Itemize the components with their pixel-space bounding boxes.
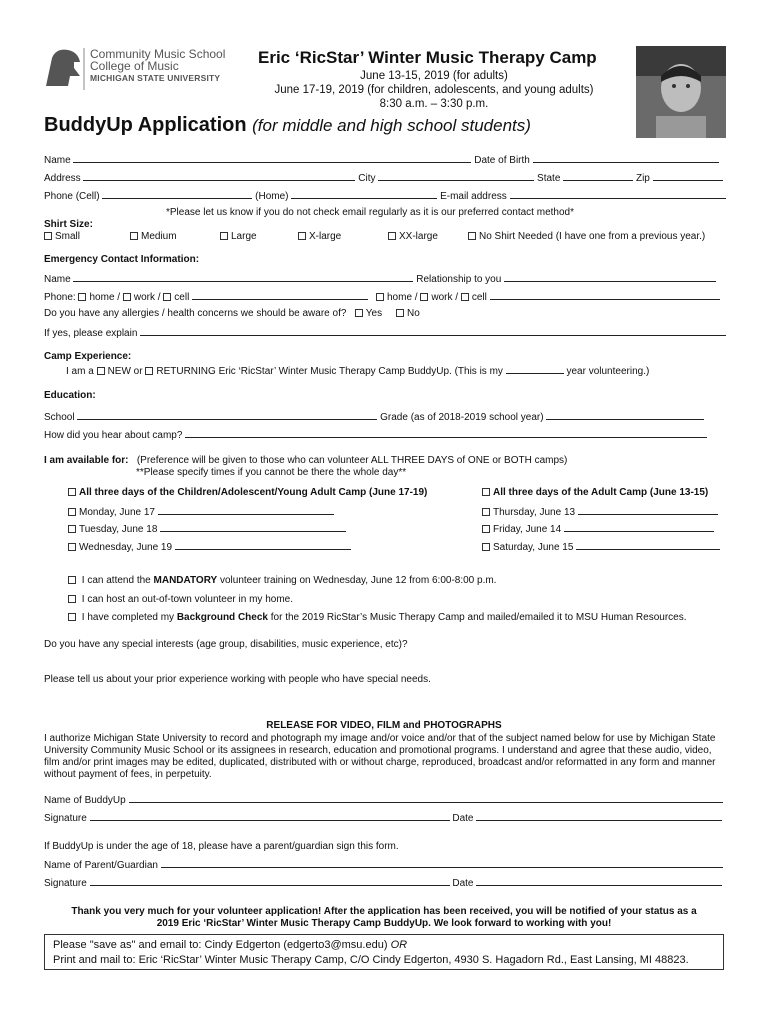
availability-pref2: **Please specify times if you cannot be there the whole day** <box>136 467 407 478</box>
phone-home-field[interactable] <box>291 189 437 199</box>
heard-field[interactable] <box>185 428 707 438</box>
logo-line1: Community Music School <box>90 47 226 61</box>
shirt-xxlarge[interactable] <box>388 231 438 242</box>
submit-or: OR <box>390 939 408 951</box>
city-field[interactable] <box>378 171 534 181</box>
thanks-line2: 2019 Eric ‘RicStar’ Winter Music Therapy Camp BuddyUp. We look forward to working with you! <box>156 918 612 929</box>
checkbox[interactable] <box>420 293 428 301</box>
release-title: RELEASE FOR VIDEO, FILM and PHOTOGRAPHS <box>266 720 502 731</box>
education-label: Education: <box>44 390 96 401</box>
checkbox[interactable] <box>396 309 404 317</box>
camp-experience-label: Camp Experience: <box>44 351 132 362</box>
training-c: volunteer training on Wednesday, June 12 from 6:00-8:00 p.m. <box>220 575 497 586</box>
year-count-field[interactable] <box>506 364 564 374</box>
checkbox[interactable] <box>482 488 490 496</box>
guardian-date-label: Date <box>452 878 474 889</box>
bg-a: I have completed my <box>81 612 175 623</box>
name-field[interactable] <box>73 153 471 163</box>
tuesday-field[interactable] <box>160 522 346 532</box>
host-confirm[interactable] <box>68 594 293 605</box>
signature-row <box>44 811 722 824</box>
shirt-large-label: Large <box>231 231 257 242</box>
explain-field[interactable] <box>140 326 726 336</box>
city-label: City <box>358 173 376 184</box>
adult-all-label: All three days of the Adult Camp (June 13-15) <box>493 487 709 498</box>
school-row <box>44 410 704 423</box>
checkbox[interactable] <box>482 543 490 551</box>
checkbox[interactable] <box>123 293 131 301</box>
tuesday-label: Tuesday, June 18 <box>79 524 158 535</box>
shirt-label: Shirt Size: <box>44 219 93 230</box>
guardian-name-row <box>44 858 723 871</box>
phone-home-label: (Home) <box>255 191 289 202</box>
emergency-phone-row-2 <box>376 290 720 303</box>
allergy-row <box>44 308 420 319</box>
checkbox[interactable] <box>68 543 76 551</box>
checkbox[interactable] <box>68 488 76 496</box>
checkbox[interactable] <box>298 232 306 240</box>
phone2-work-opt: work / <box>431 292 459 303</box>
checkbox[interactable] <box>68 595 76 603</box>
name-label: Name <box>44 155 71 166</box>
shirt-large[interactable] <box>220 231 257 242</box>
checkbox[interactable] <box>220 232 228 240</box>
address-label: Address <box>44 173 81 184</box>
children-all-days[interactable] <box>68 487 427 498</box>
guardian-name-label: Name of Parent/Guardian <box>44 860 158 871</box>
relationship-field[interactable] <box>504 272 716 282</box>
friday-field[interactable] <box>564 522 714 532</box>
children-all-label: All three days of the Children/Adolescent/Young Adult Camp (June 17-19) <box>79 487 428 498</box>
shirt-none[interactable] <box>468 231 705 242</box>
state-field[interactable] <box>563 171 633 181</box>
release-line4: without payment of fees, in perpetuity. <box>44 769 212 780</box>
zip-field[interactable] <box>653 171 723 181</box>
thursday-row <box>482 505 718 518</box>
saturday-label: Saturday, June 15 <box>493 542 574 553</box>
interests-question: Do you have any special interests (age group, disabilities, music experience, etc)? <box>44 639 408 650</box>
shirt-xxlarge-label: XX-large <box>399 231 438 242</box>
date-field[interactable] <box>476 811 722 821</box>
guardian-signature-field[interactable] <box>90 876 450 886</box>
guardian-name-field[interactable] <box>161 858 723 868</box>
bg-b: Background Check <box>176 612 268 623</box>
form-heading-sub: (for middle and high school students) <box>252 116 531 135</box>
shirt-medium-label: Medium <box>141 231 177 242</box>
availability-pref: (Preference will be given to those who can volunteer ALL THREE DAYS of ONE or BOTH camps) <box>136 455 568 466</box>
checkbox[interactable] <box>163 293 171 301</box>
camp-exp-returning: RETURNING Eric ‘RicStar’ Winter Music Therapy Camp BuddyUp. (This is my <box>156 366 503 377</box>
emergency-name-field[interactable] <box>73 272 413 282</box>
phone-cell-label: Phone (Cell) <box>44 191 100 202</box>
thursday-label: Thursday, June 13 <box>493 507 576 518</box>
checkbox[interactable] <box>44 232 52 240</box>
camper-photo <box>636 46 726 138</box>
form-heading <box>44 114 531 137</box>
submission-box <box>44 934 724 970</box>
checkbox[interactable] <box>145 367 153 375</box>
allergy-no: No <box>407 308 420 319</box>
address-field[interactable] <box>83 171 355 181</box>
camp-hours: 8:30 a.m. – 3:30 p.m. <box>379 98 489 110</box>
school-label: School <box>44 412 75 423</box>
address-row <box>44 171 723 184</box>
allergy-yes: Yes <box>365 308 383 319</box>
emergency-phone-field-1[interactable] <box>192 290 368 300</box>
email-note: *Please let us know if you do not check email regularly as it is our preferred contact method* <box>166 207 574 218</box>
training-a: I can attend the <box>81 575 151 586</box>
phone-row <box>44 189 726 202</box>
emergency-phone-field-2[interactable] <box>490 290 720 300</box>
phone-cell-field[interactable] <box>102 189 252 199</box>
emergency-name-row <box>44 272 716 285</box>
signature-label: Signature <box>44 813 87 824</box>
release-line1: I authorize Michigan State University to record and photograph my image and/or voice and/or that of the subject named below for use by Michigan State <box>44 733 716 744</box>
monday-field[interactable] <box>158 505 334 515</box>
guardian-signature-label: Signature <box>44 878 87 889</box>
shirt-xlarge[interactable] <box>298 231 341 242</box>
training-b: MANDATORY <box>153 575 218 586</box>
heard-label: How did you hear about camp? <box>44 430 183 441</box>
date-label: Date <box>452 813 474 824</box>
host-text: I can host an out-of-town volunteer in my home. <box>81 594 294 605</box>
grade-label: Grade (as of 2018-2019 school year) <box>380 412 544 423</box>
explain-label: If yes, please explain <box>44 328 138 339</box>
form-heading-main: BuddyUp Application <box>44 114 247 136</box>
buddy-name-row <box>44 793 723 806</box>
checkbox[interactable] <box>68 576 76 584</box>
experience-question: Please tell us about your prior experience working with people who have special needs. <box>44 674 431 685</box>
dates-children: June 17-19, 2019 (for children, adolescents, and young adults) <box>274 84 594 96</box>
dob-label: Date of Birth <box>474 155 530 166</box>
logo-text <box>90 48 225 84</box>
phone-work-opt: work / <box>133 292 161 303</box>
checkbox[interactable] <box>468 232 476 240</box>
phone2-cell-opt: cell <box>471 292 487 303</box>
availability-row <box>44 455 567 466</box>
submit-email: Please "save as" and email to: Cindy Edgerton (edgerto3@msu.edu) <box>53 939 388 951</box>
friday-label: Friday, June 14 <box>493 524 562 535</box>
adult-all-days[interactable] <box>482 487 708 498</box>
checkbox[interactable] <box>461 293 469 301</box>
bg-c: for the 2019 RicStar’s Music Therapy Camp and mailed/emailed it to MSU Human Resources. <box>270 612 687 623</box>
friday-row <box>482 522 714 535</box>
state-label: State <box>537 173 561 184</box>
logo-line3: MICHIGAN STATE UNIVERSITY <box>90 73 221 83</box>
shirt-xlarge-label: X-large <box>309 231 342 242</box>
tuesday-row <box>68 522 346 535</box>
emergency-label: Emergency Contact Information: <box>44 254 200 265</box>
checkbox[interactable] <box>68 613 76 621</box>
emergency-phone-label: Phone: <box>44 292 76 303</box>
explain-row <box>44 326 726 339</box>
monday-label: Monday, June 17 <box>79 507 155 518</box>
emergency-name-label: Name <box>44 274 71 285</box>
buddy-name-label: Name of BuddyUp <box>44 795 126 806</box>
background-confirm[interactable] <box>68 612 687 623</box>
saturday-field[interactable] <box>576 540 720 550</box>
camp-exp-text-b: year volunteering.) <box>566 366 650 377</box>
wednesday-row <box>68 540 351 553</box>
checkbox[interactable] <box>68 508 76 516</box>
emergency-phone-row <box>44 290 368 303</box>
checkbox[interactable] <box>355 309 363 317</box>
checkbox[interactable] <box>482 508 490 516</box>
grade-field[interactable] <box>546 410 704 420</box>
submit-mail: Print and mail to: Eric ‘RicStar’ Winter Music Therapy Camp, C/O Cindy Edgerton, 4930 S. Hagadorn Rd., East Lansing, MI 48823. <box>53 954 689 966</box>
heard-row <box>44 428 707 441</box>
zip-label: Zip <box>635 173 650 184</box>
dob-field[interactable] <box>533 153 719 163</box>
school-field[interactable] <box>77 410 377 420</box>
wednesday-label: Wednesday, June 19 <box>79 542 173 553</box>
signature-field[interactable] <box>90 811 450 821</box>
camp-experience-row <box>66 364 649 377</box>
checkbox[interactable] <box>97 367 105 375</box>
checkbox[interactable] <box>376 293 384 301</box>
camp-exp-new: NEW or <box>107 366 143 377</box>
phone2-home-opt: home / <box>387 292 418 303</box>
email-field[interactable] <box>510 189 726 199</box>
name-row <box>44 153 719 166</box>
checkbox[interactable] <box>68 525 76 533</box>
checkbox[interactable] <box>482 525 490 533</box>
release-line3: film and/or print images may be edited, duplicated, distributed with or without charge, reproduced, broadcast and/or reformatted in any form and manner <box>44 757 716 768</box>
checkbox[interactable] <box>388 232 396 240</box>
email-label: E-mail address <box>440 191 507 202</box>
checkbox[interactable] <box>130 232 138 240</box>
relationship-label: Relationship to you <box>416 274 502 285</box>
shirt-small[interactable] <box>44 231 80 242</box>
wednesday-field[interactable] <box>175 540 351 550</box>
minor-note: If BuddyUp is under the age of 18, please have a parent/guardian sign this form. <box>44 841 399 852</box>
allergy-question: Do you have any allergies / health concerns we should be aware of? <box>44 308 347 319</box>
logo-line2: College of Music <box>90 59 179 73</box>
thursday-field[interactable] <box>578 505 718 515</box>
shirt-none-label: No Shirt Needed (I have one from a previous year.) <box>479 231 706 242</box>
camp-exp-text-a: I am a <box>66 366 94 377</box>
dates-adults: June 13-15, 2019 (for adults) <box>360 70 508 82</box>
monday-row <box>68 505 334 518</box>
training-confirm[interactable] <box>68 575 496 586</box>
shirt-medium[interactable] <box>130 231 177 242</box>
phone-home-opt: home / <box>89 292 121 303</box>
release-line2: University Community Music School or its assignees in research, education and promotional programs. I understand and agree that these audio, video, <box>44 745 712 756</box>
thanks-line1: Thank you very much for your volunteer application! After the application has been received, you will be notified of your status as a <box>71 906 697 917</box>
checkbox[interactable] <box>78 293 86 301</box>
submit-email-row <box>53 938 715 953</box>
buddy-name-field[interactable] <box>129 793 723 803</box>
availability-label: I am available for: <box>44 455 129 466</box>
saturday-row <box>482 540 720 553</box>
shirt-small-label: Small <box>55 231 81 242</box>
guardian-date-field[interactable] <box>476 876 722 886</box>
camp-title: Eric ‘RicStar’ Winter Music Therapy Camp <box>258 48 597 67</box>
guardian-signature-row <box>44 876 722 889</box>
phone-cell-opt: cell <box>174 292 190 303</box>
